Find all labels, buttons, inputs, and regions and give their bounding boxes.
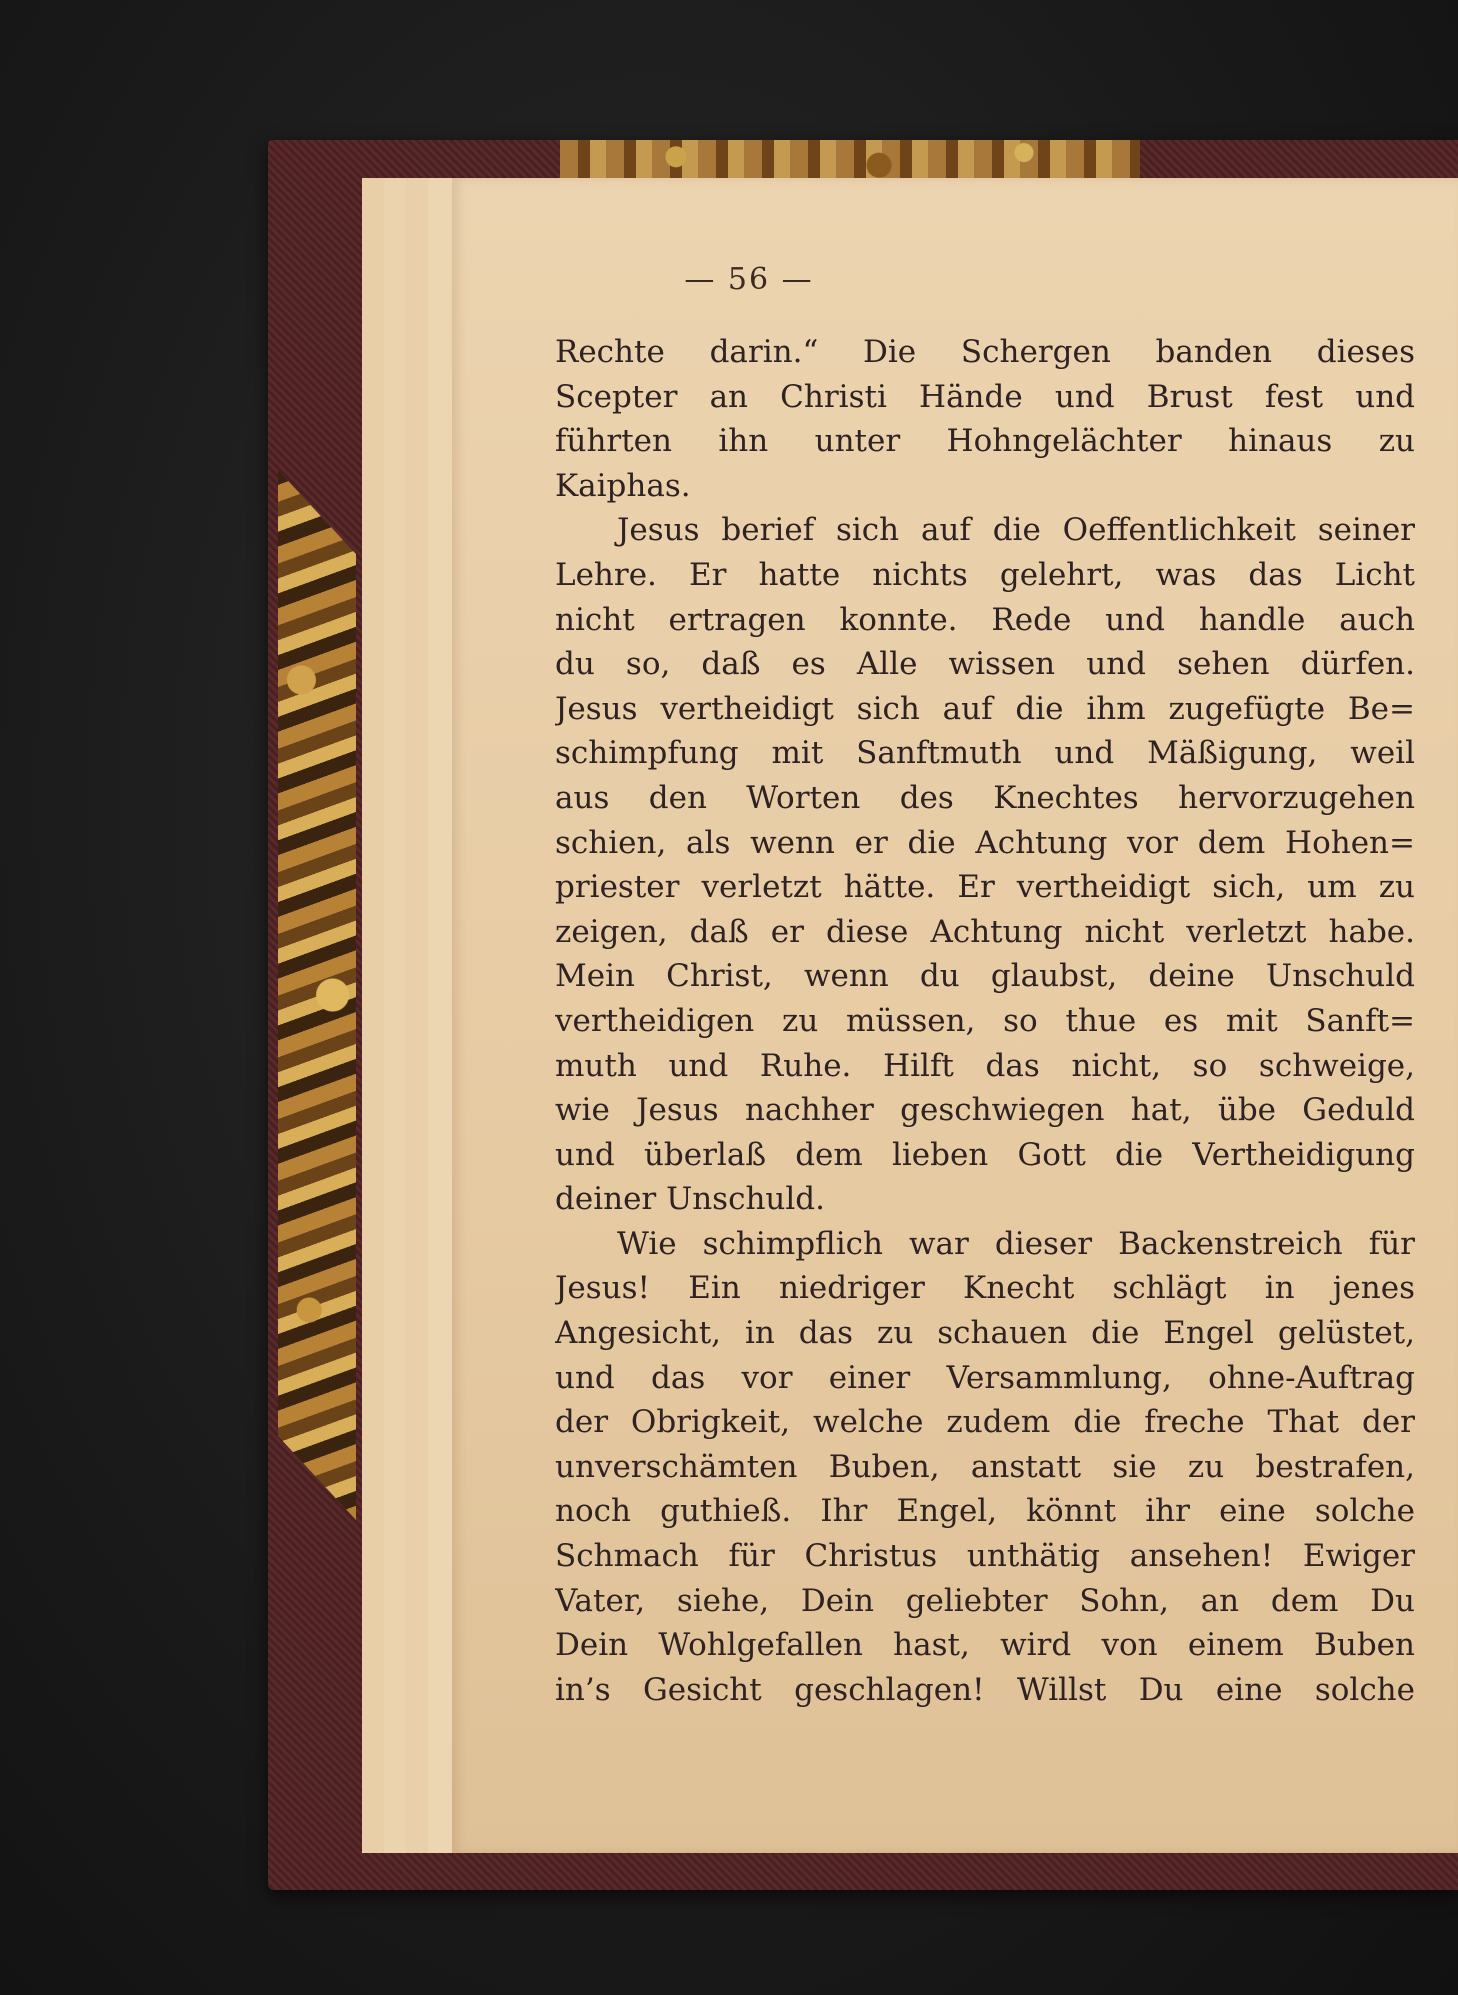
text-line: Mein Christ, wenn du glaubst, deine Unschuld	[555, 958, 1415, 995]
text-line: Dein Wohlgefallen hast, wird von einem Buben	[555, 1627, 1415, 1664]
text-line: in’s Gesicht geschlagen! Willst Du eine solche	[555, 1671, 1415, 1708]
text-line: schien, als wenn er die Achtung vor dem Hohen=	[555, 824, 1415, 861]
text-line: du so, daß es Alle wissen und sehen dürfen.	[555, 646, 1415, 683]
text-line: Angesicht, in das zu schauen die Engel gelüstet,	[555, 1315, 1415, 1352]
text-line: muth und Ruhe. Hilft das nicht, so schweige,	[555, 1047, 1415, 1084]
text-line: Rechte darin.“ Die Schergen banden dieses	[555, 334, 1415, 370]
text-line: Jesus vertheidigt sich auf die ihm zugefügte Be=	[555, 690, 1415, 727]
text-line: unverschämten Buben, anstatt sie zu bestrafen,	[555, 1448, 1415, 1485]
page-stack-edge	[362, 178, 385, 1853]
text-line: Jesus! Ein niedriger Knecht schlägt in jenes	[555, 1270, 1415, 1307]
text-line: priester verletzt hätte. Er vertheidigt sich, um zu	[555, 869, 1415, 906]
text-line: wie Jesus nachher geschwiegen hat, übe Geduld	[555, 1092, 1415, 1129]
marbled-edge-top	[560, 140, 1140, 182]
text-line: nicht ertragen konnte. Rede und handle auch	[555, 601, 1415, 638]
page-number: — 56 —	[684, 262, 814, 297]
text-line: Jesus berief sich auf die Oeffentlichkeit seiner	[617, 512, 1415, 549]
text-line: zeigen, daß er diese Achtung nicht verletzt habe.	[555, 913, 1415, 950]
text-line: Schmach für Christus unthätig ansehen! Ewiger	[555, 1538, 1415, 1575]
text-line: Vater, siehe, Dein geliebter Sohn, an dem Du	[555, 1582, 1415, 1619]
text-line: der Obrigkeit, welche zudem die freche That der	[555, 1404, 1415, 1441]
text-line: Kaiphas.	[555, 467, 691, 504]
page-stack-edge	[428, 178, 453, 1853]
page-text	[555, 330, 1415, 1712]
text-line: und das vor einer Versammlung, ohne-Auftrag	[555, 1359, 1415, 1396]
text-line: vertheidigen zu müssen, so thue es mit Sanft=	[555, 1002, 1415, 1039]
text-line: Scepter an Christi Hände und Brust fest und	[555, 378, 1415, 415]
text-line: Wie schimpflich war dieser Backenstreich für	[617, 1225, 1415, 1262]
text-line: führten ihn unter Hohngelächter hinaus zu	[555, 423, 1415, 460]
text-line: Lehre. Er hatte nichts gelehrt, was das Licht	[555, 556, 1415, 593]
text-line: noch guthieß. Ihr Engel, könnt ihr eine solche	[555, 1493, 1415, 1530]
text-line: deiner Unschuld.	[555, 1181, 825, 1218]
page-stack-edge	[406, 178, 429, 1853]
text-line: aus den Worten des Knechtes hervorzugehen	[555, 779, 1415, 816]
page-stack-edge	[384, 178, 407, 1853]
text-line: und überlaß dem lieben Gott die Vertheidigung	[555, 1136, 1415, 1173]
text-line: schimpfung mit Sanftmuth und Mäßigung, weil	[555, 735, 1415, 772]
marbled-endpaper	[278, 470, 356, 1520]
